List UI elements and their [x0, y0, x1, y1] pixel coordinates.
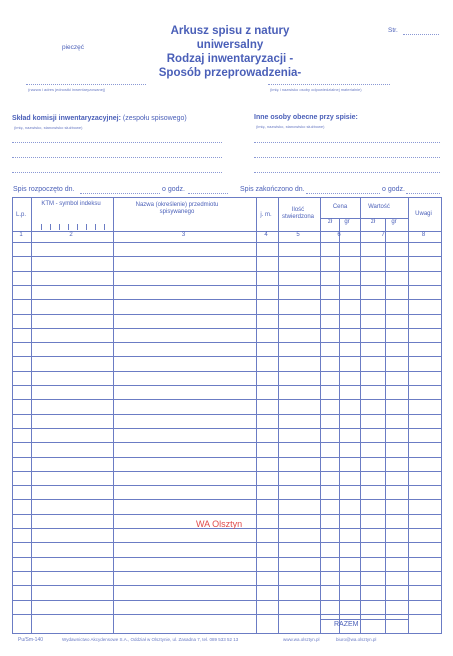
title-line-3: Rodzaj inwentaryzacji -	[166, 53, 294, 65]
table-row-line	[13, 499, 441, 500]
table-row-line	[13, 571, 441, 572]
table-row-line	[13, 342, 441, 343]
footer-email: biuro@wa.olsztyn.pl	[336, 637, 377, 642]
ktm-tick	[59, 224, 60, 230]
header-lp: L.p.	[15, 212, 26, 218]
end-hour-label: o godz.	[382, 186, 405, 193]
table-row-line	[13, 542, 441, 543]
others-line-3[interactable]	[254, 172, 440, 173]
table-row-line	[13, 457, 441, 458]
header-price: Cena	[332, 204, 348, 210]
header-zl-1: zł	[327, 219, 333, 225]
end-date-field[interactable]	[306, 193, 380, 194]
col-number-1: 1	[19, 232, 23, 238]
inventory-table	[12, 197, 442, 634]
header-zl-2: zł	[370, 219, 376, 225]
header-ktm: KTM - symbol indeksu	[41, 201, 101, 207]
header-notes: Uwagi	[415, 211, 432, 217]
total-row-line	[320, 619, 408, 620]
red-stamp: WA Olsztyn	[196, 519, 243, 529]
ktm-tick	[41, 224, 42, 230]
table-row-line	[13, 285, 441, 286]
total-label: RAZEM	[334, 621, 359, 628]
table-row-line	[13, 256, 441, 257]
responsible-caption: (imię i nazwisko osoby odpowiedzialnej materialnie)	[270, 87, 362, 92]
col-number-8: 8	[421, 232, 426, 238]
others-label: Inne osoby obecne przy spisie:	[254, 114, 358, 121]
column-number-line	[13, 242, 441, 243]
responsible-field-line[interactable]	[268, 84, 390, 85]
ktm-tick	[86, 224, 87, 230]
start-hour-label: o godz.	[162, 186, 185, 193]
table-row-line	[13, 399, 441, 400]
stamp-label: pieczęć	[62, 44, 85, 51]
table-row-line	[13, 600, 441, 601]
column-line	[408, 198, 409, 633]
start-date-field[interactable]	[80, 193, 160, 194]
title-line-2: uniwersalny	[196, 39, 264, 51]
table-row-line	[13, 442, 441, 443]
table-row-line	[13, 356, 441, 357]
stamp-caption: (nazwa i adres jednostki inwentaryzowanej)	[28, 87, 106, 92]
header-gr-2: gr	[391, 219, 397, 225]
end-hour-field[interactable]	[406, 193, 440, 194]
table-row-line	[13, 314, 441, 315]
commission-line-3[interactable]	[12, 172, 222, 173]
others-caption: (imię, nazwisko, stanowisko służbowe)	[256, 124, 325, 129]
column-line	[278, 198, 279, 633]
table-row-line	[13, 371, 441, 372]
table-row-line	[13, 485, 441, 486]
start-label: Spis rozpoczęto dn.	[13, 186, 75, 193]
table-row-line	[13, 271, 441, 272]
stamp-field-line	[26, 84, 146, 85]
col-number-5: 5	[296, 232, 300, 238]
table-row-line	[13, 385, 441, 386]
table-row-line	[13, 414, 441, 415]
end-label: Spis zakończono dn.	[240, 186, 305, 193]
header-value: Wartość	[368, 204, 390, 210]
table-row-line	[13, 328, 441, 329]
table-row-line	[13, 557, 441, 558]
form-title	[130, 24, 330, 80]
others-line-2[interactable]	[254, 157, 440, 158]
footer-code: Pu/Sm-140	[18, 637, 44, 643]
sheet-label: Str.	[388, 27, 398, 34]
column-line	[113, 198, 114, 633]
commission-line-1[interactable]	[12, 142, 222, 143]
footer-web: www.wa.olsztyn.pl	[283, 637, 320, 642]
table-row-line	[13, 514, 441, 515]
ktm-tick	[95, 224, 96, 230]
footer-text: Wydawnictwo Akcydensowe S.A., Oddział w Olsztynie, ul. Zasadna 7, tel. 089 533 52 13	[62, 637, 239, 642]
col-number-7: 7	[381, 232, 385, 238]
header-qty: Ilość stwierdzona	[281, 207, 314, 220]
header-jm: j. m.	[260, 212, 272, 218]
commission-label-bold: Skład komisji inwentaryzacyjnej:	[12, 115, 121, 122]
commission-label	[12, 115, 187, 122]
start-hour-field[interactable]	[188, 193, 228, 194]
table-row-line	[13, 428, 441, 429]
col-number-6: 6	[337, 232, 341, 238]
table-row-line	[13, 585, 441, 586]
header-gr-1: gr	[344, 219, 350, 225]
table-row-line	[13, 471, 441, 472]
header-name: Nazwa (określenie) przedmiotu spisywanego	[135, 202, 219, 215]
commission-label-rest: (zespołu spisowego)	[122, 115, 187, 122]
column-line	[256, 198, 257, 633]
ktm-tick	[50, 224, 51, 230]
column-line	[31, 198, 32, 633]
table-row-line	[13, 614, 441, 615]
commission-caption: (imię, nazwisko, stanowisko służbowe)	[14, 125, 83, 130]
table-row-line	[13, 299, 441, 300]
ktm-tick	[68, 224, 69, 230]
column-line	[360, 198, 361, 633]
col-number-2: 2	[69, 232, 73, 238]
ktm-tick	[104, 224, 105, 230]
title-line-1: Arkusz spisu z natury	[170, 25, 290, 37]
col-number-3: 3	[181, 232, 186, 238]
title-line-4: Sposób przeprowadzenia-	[158, 67, 302, 79]
others-line-1[interactable]	[254, 142, 440, 143]
commission-line-2[interactable]	[12, 157, 222, 158]
ktm-tick	[77, 224, 78, 230]
sheet-number-field[interactable]	[403, 34, 439, 35]
column-line	[320, 198, 321, 633]
col-number-4: 4	[264, 232, 268, 238]
